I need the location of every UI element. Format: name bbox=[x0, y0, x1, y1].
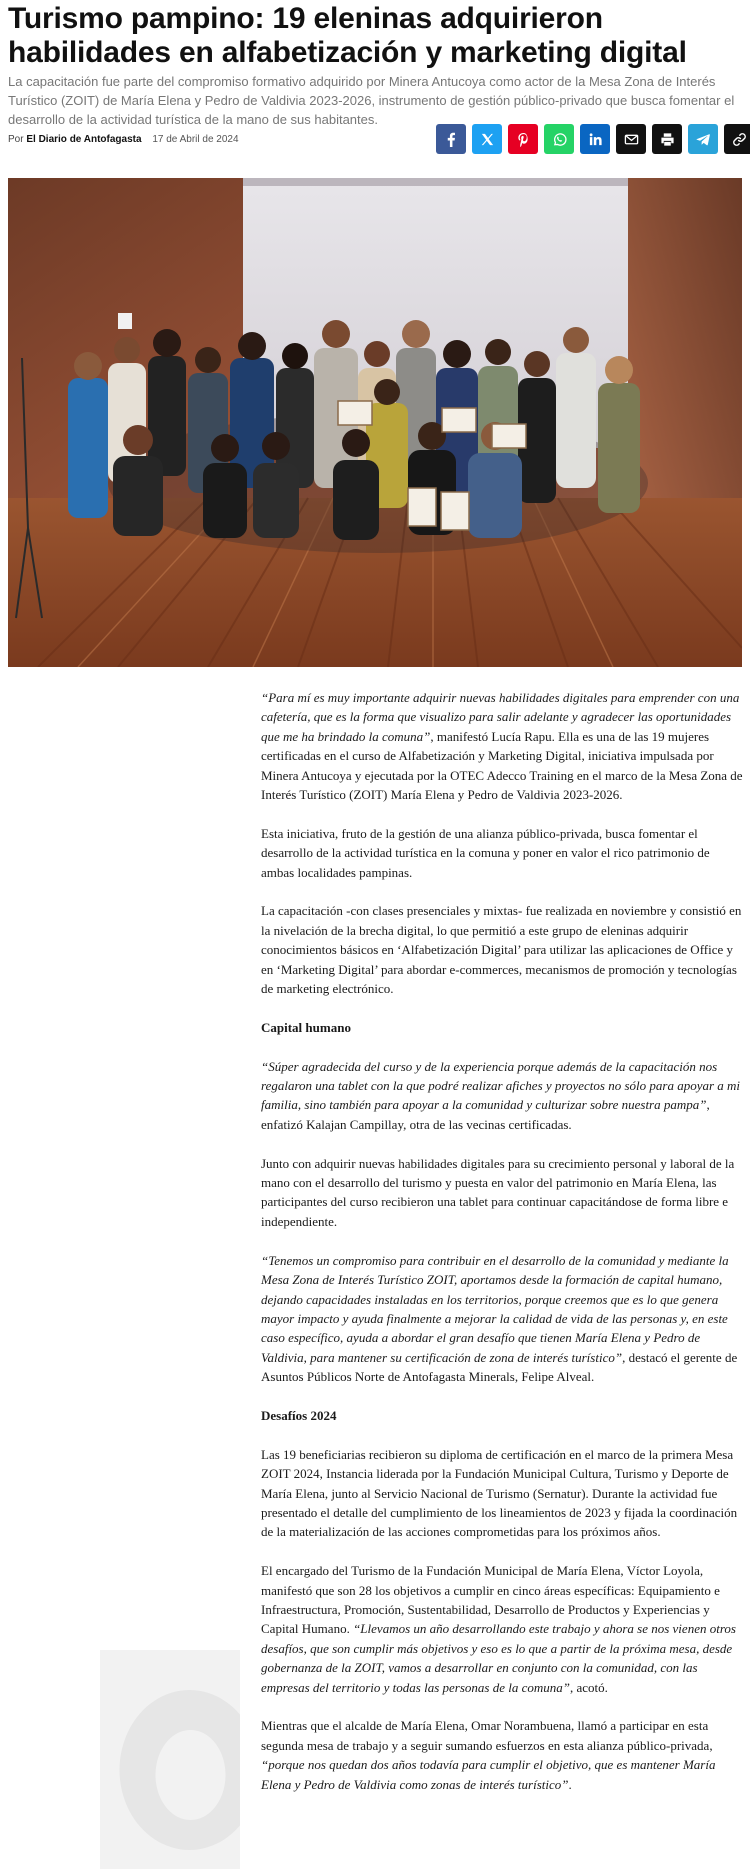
paragraph: El encargado del Turismo de la Fundación Municipal de María Elena, Víctor Loyola, manifestó que son 28 los objetivos a cumplir en cinco áreas específicas: Equipamiento e Infraestructura, Promoción, Sustentabilidad, Desarrollo de Productos y Experiencias y Capital Humano. “Llevamos un año desarrollando este trabajo y ahora se nos vienen otros desafíos, que son cumplir más objetivos y eso es lo que a partir de la próxima mesa, desde gobernanza de la ZOIT, vamos a desarrollar en conjunto con la comunidad, con las empresas del territorio y todas las personas de la comuna”, acotó. bbox=[261, 1563, 736, 1695]
article-lede: La capacitación fue parte del compromiso formativo adquirido por Minera Antucoya como actor de la Mesa Zona de Interés Turístico (ZOIT) de María Elena y Pedro de Valdivia 2023-2026, instrumento de gestión público-privado que busca fomentar el desarrollo de la actividad turística de la mano de sus habitantes. bbox=[8, 74, 735, 127]
section-heading: Capital humano bbox=[261, 1019, 351, 1035]
share-x-button[interactable] bbox=[472, 124, 502, 154]
hero-photo bbox=[8, 178, 742, 667]
share-email-button[interactable] bbox=[616, 124, 646, 154]
print-button[interactable] bbox=[652, 124, 682, 154]
publish-date: 17 de Abril de 2024 bbox=[152, 134, 239, 145]
whatsapp-icon bbox=[552, 132, 567, 147]
quote: “Llevamos un año desarrollando este trabajo y ahora se nos vienen otros desafíos, que son cumplir más objetivos y eso es lo que a partir de la próxima mesa, desde gobernanza de la ZOIT, vamos a desarrollar en conjunto con la comunidad, con las empresas del territorio y todas las personas de la comuna” bbox=[261, 1621, 736, 1695]
section-heading: Desafíos 2024 bbox=[261, 1407, 337, 1423]
watermark-shape bbox=[100, 1650, 240, 1869]
pinterest-icon bbox=[516, 132, 531, 147]
print-icon bbox=[660, 132, 675, 147]
share-linkedin-button[interactable] bbox=[580, 124, 610, 154]
article-title: Turismo pampino: 19 eleninas adquirieron habilidades en alfabetización y marketing digital bbox=[8, 2, 687, 69]
paragraph: “Tenemos un compromiso para contribuir en el desarrollo de la comunidad y mediante la Mesa Zona de Interés Turístico ZOIT, aportamos desde la formación de capital humano, dejando capacidades instaladas en los territorios, porque creemos que es lo que genera mayor impacto y ayuda finalmente a mejorar la calidad de vida de las personas y, en este caso específico, ayuda a abordar el gran desafío que tienen María Elena y Pedro de Valdivia, para mantener su certificación de zona de interés turístico”, destacó el gerente de Asuntos Públicos Norte de Antofagasta Minerals, Felipe Alveal. bbox=[261, 1252, 738, 1385]
linkedin-icon bbox=[588, 132, 603, 147]
paragraph: Mientras que el alcalde de María Elena, Omar Norambuena, llamó a participar en esta segunda mesa de trabajo y a seguir sumando esfuerzos en esta alianza público-privada, “porque nos quedan dos años todavía para cumplir el objetivo, que es mantener María Elena y Pedro de Valdivia como zonas de interés turístico”. bbox=[261, 1718, 716, 1792]
share-facebook-button[interactable] bbox=[436, 124, 466, 154]
facebook-icon bbox=[444, 132, 459, 147]
quote: “porque nos quedan dos años todavía para cumplir el objetivo, que es mantener María Elena y Pedro de Valdivia como zonas de interés turístico” bbox=[261, 1757, 716, 1792]
email-icon bbox=[624, 132, 639, 147]
x-icon bbox=[480, 132, 495, 147]
author-link[interactable]: El Diario de Antofagasta bbox=[26, 134, 142, 145]
telegram-icon bbox=[696, 132, 711, 147]
paragraph: “Para mí es muy importante adquirir nuevas habilidades digitales para emprender con una cafetería, que es la forma que visualizo para salir adelante y agradecer las oportunidades que me ha brindado la comuna”, manifestó Lucía Rapu. Ella es una de las 19 mujeres certificadas en el curso de Alfabetización y Marketing Digital, iniciativa impulsada por Minera Antucoya y ejecutada por la OTEC Adecco Training en el marco de la Mesa Zona de Interés Turístico (ZOIT) María Elena y Pedro de Valdivia 2023-2026. bbox=[261, 690, 743, 803]
article-meta bbox=[8, 134, 239, 145]
quote: “Para mí es muy importante adquirir nuevas habilidades digitales para emprender con una cafetería, que es la forma que visualizo para salir adelante y agradecer las oportunidades que me ha brindado la comuna” bbox=[261, 690, 740, 744]
group-photo-illustration bbox=[8, 178, 742, 667]
decorative-watermark bbox=[100, 1650, 240, 1869]
paragraph: Junto con adquirir nuevas habilidades digitales para su crecimiento personal y laboral de la mano con el desarrollo del turismo y puesta en valor del patrimonio en María Elena, las participantes del curso recibieron una tablet para continuar capacitándose de forma libre e independiente. bbox=[261, 1155, 735, 1229]
paragraph: “Súper agradecida del curso y de la experiencia porque además de la capacitación nos regalaron una tablet con la que podré realizar afiches y proyectos no sólo para apoyar a mi familia, sino también para apoyar a la comunidad y culturizar sobre nuestra pampa”, enfatizó Kalajan Campillay, otra de las vecinas certificadas. bbox=[261, 1058, 741, 1132]
copy-link-button[interactable] bbox=[724, 124, 750, 154]
share-bar bbox=[436, 124, 750, 154]
paragraph: La capacitación -con clases presenciales y mixtas- fue realizada en noviembre y consistió en la nivelación de la brecha digital, lo que permitió a este grupo de eleninas adquirir conocimientos básicos en ‘Alfabetización Digital’ para utilizar las aplicaciones de Office y en ‘Marketing Digital’ para abordar e-commerces, mecanismos de promoción y tecnologías de marketing electrónico. bbox=[261, 903, 742, 997]
share-pinterest-button[interactable] bbox=[508, 124, 538, 154]
article-body bbox=[261, 688, 744, 1813]
quote: “Súper agradecida del curso y de la experiencia porque además de la capacitación nos regalaron una tablet con la que podré realizar afiches y proyectos no sólo para apoyar a mi familia, sino también para apoyar a la comunidad y culturizar sobre nuestra pampa” bbox=[261, 1058, 741, 1113]
byline-label: Por bbox=[8, 134, 24, 145]
share-whatsapp-button[interactable] bbox=[544, 124, 574, 154]
paragraph: Esta iniciativa, fruto de la gestión de una alianza público-privada, busca fomentar el desarrollo de la actividad turística en la comuna y poner en valor el rico patrimonio de ambas localidades pampinas. bbox=[261, 825, 710, 880]
link-icon bbox=[732, 132, 747, 147]
paragraph: Las 19 beneficiarias recibieron su diploma de certificación en el marco de la primera Mesa ZOIT 2024, Instancia liderada por la Fundación Municipal Cultura, Turismo y Deporte de María Elena, junto al Servicio Nacional de Turismo (Sernatur). Durante la actividad fue presentado el detalle del cumplimiento de los lineamientos de 2023 y fijada la coordinación de la materialización de las acciones comprometidas para los próximos años. bbox=[261, 1446, 738, 1540]
share-telegram-button[interactable] bbox=[688, 124, 718, 154]
quote: “Tenemos un compromiso para contribuir en el desarrollo de la comunidad y mediante la Mesa Zona de Interés Turístico ZOIT, aportamos desde la formación de capital humano, dejando capacidades instaladas en los territorios, porque creemos que es lo que genera mayor impacto y ayuda finalmente a mejorar la calidad de vida de las personas y, en este caso específico, ayuda a abordar el gran desafío que tienen María Elena y Pedro de Valdivia, para mantener su certificación de zona de interés turístico” bbox=[261, 1252, 729, 1365]
